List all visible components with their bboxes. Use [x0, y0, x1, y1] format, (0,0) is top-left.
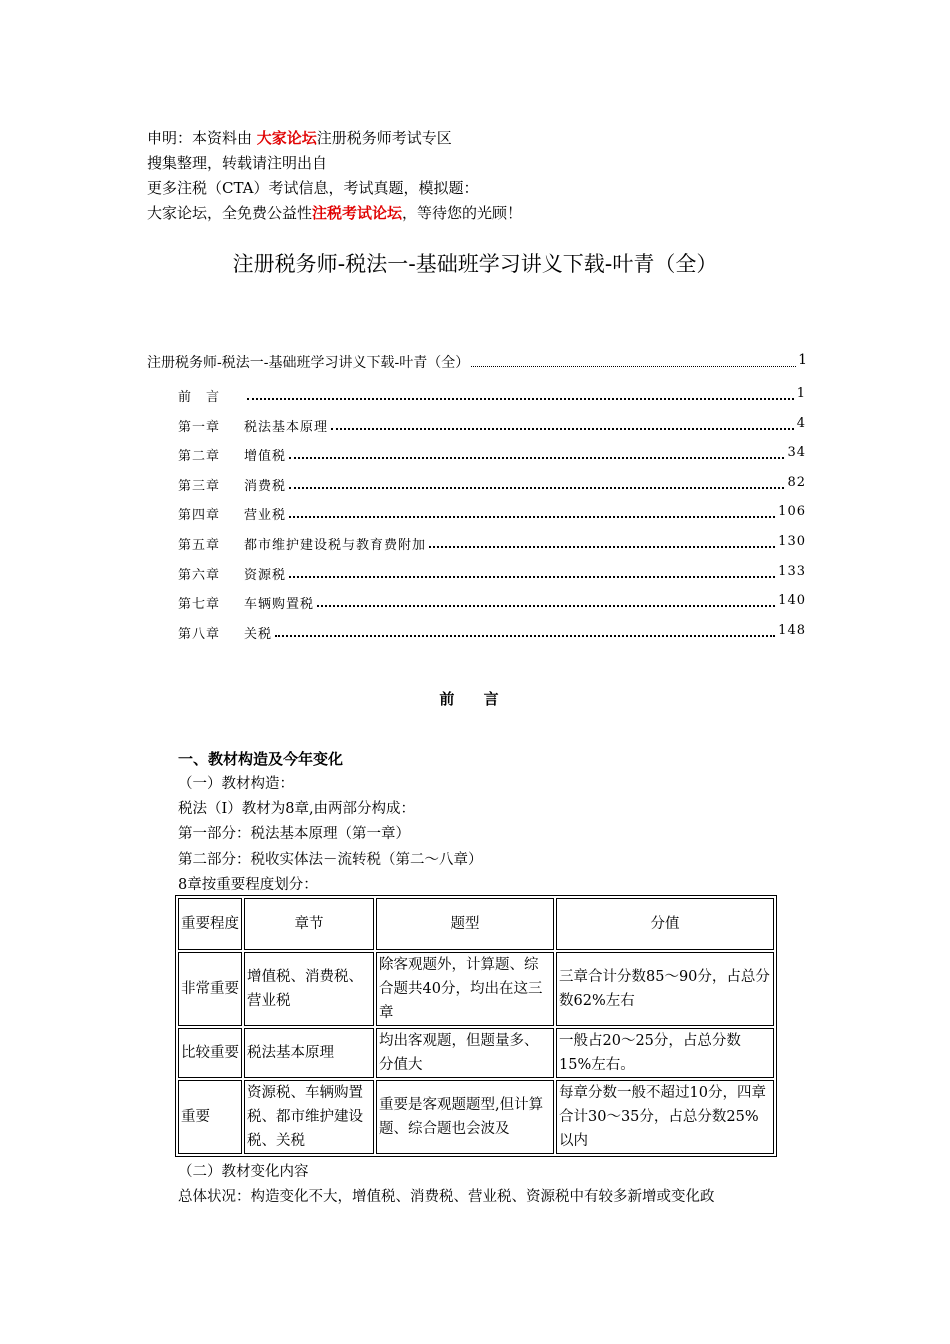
header-cell: 重要程度: [178, 898, 242, 950]
notice-line-4: 大家论坛，全免费公益性注税考试论坛，等待您的光顾！: [147, 204, 523, 222]
table-cell: 增值税、消费税、营业税: [244, 952, 374, 1026]
text-line: 第二部分：税收实体法－流转税（第二～八章）: [178, 852, 483, 868]
forum-link[interactable]: 大家论坛: [256, 129, 317, 147]
table-row: [178, 952, 774, 1026]
toc-chapter-number: 第八章: [178, 626, 221, 642]
toc-entry[interactable]: [178, 593, 806, 612]
toc-chapter-number: 第六章: [178, 567, 221, 583]
header-cell: 题型: [376, 898, 554, 950]
source-notice: [147, 126, 522, 226]
toc-chapter-number: 第二章: [178, 449, 221, 465]
toc-chapter-title: 资源税: [244, 567, 287, 583]
toc-chapter-number: 前 言: [178, 390, 221, 405]
table-cell: 每章分数一般不超过10分，四章合计30～35分，占总分数25%以内: [556, 1080, 774, 1154]
table-row: [178, 1080, 774, 1154]
toc-entry[interactable]: [178, 534, 806, 553]
toc-entry[interactable]: [178, 564, 806, 583]
toc-leader: [289, 564, 775, 578]
toc-leader: [331, 416, 794, 430]
toc-chapter-title: 增值税: [244, 449, 287, 465]
toc-leader: [471, 352, 796, 367]
toc-chapter-number: 第七章: [178, 597, 221, 613]
table-cell: 非常重要: [178, 952, 242, 1026]
toc-leader: [247, 386, 794, 400]
table-cell: 一般占20～25分，占总分数15%左右。: [556, 1028, 774, 1078]
text-line: 总体状况：构造变化不大，增值税、消费税、营业税、资源税中有较多新增或变化政: [178, 1189, 715, 1205]
toc-leader: [317, 593, 775, 607]
toc-page-number: 1: [796, 386, 806, 401]
table-cell: 重要是客观题题型,但计算题、综合题也会波及: [376, 1080, 554, 1154]
toc-chapter-title: 都市维护建设税与教育费附加: [244, 538, 427, 553]
toc-chapter-title: 车辆购置税: [244, 597, 315, 613]
toc-page-number: 133: [778, 563, 806, 579]
toc-entry[interactable]: [178, 623, 806, 642]
toc-page-number: 106: [778, 504, 806, 520]
toc-chapter-number: 第四章: [178, 508, 221, 524]
toc-chapter-title: 消费税: [244, 478, 287, 494]
importance-table: [175, 895, 777, 1157]
toc-entry[interactable]: [178, 504, 806, 523]
toc-page-number: 4: [796, 415, 806, 431]
toc-entry[interactable]: [178, 475, 806, 494]
section-heading-1: 一、教材构造及今年变化: [178, 750, 344, 768]
toc-page-number: 148: [778, 622, 806, 638]
notice-line-1: 申明：本资料由 大家论坛注册税务师考试专区: [147, 129, 452, 147]
table-cell: 重要: [178, 1080, 242, 1154]
preface-heading: 前 言: [439, 690, 511, 708]
table-row: [178, 1028, 774, 1078]
toc-chapter-number: 第三章: [178, 478, 221, 494]
table-cell: 税法基本原理: [244, 1028, 374, 1078]
toc-chapter-title: 税法基本原理: [244, 419, 329, 435]
text-line: 8章按重要程度划分：: [178, 877, 318, 893]
text-line: 第一部分：税法基本原理（第一章）: [178, 826, 410, 842]
text-line: （一）教材构造：: [178, 776, 294, 792]
document-title: 注册税务师-税法一-基础班学习讲义下载-叶青（全）: [232, 252, 718, 276]
table-cell: 均出客观题，但题量多、分值大: [376, 1028, 554, 1078]
toc-page-number: 130: [778, 534, 806, 549]
toc-page-number: 140: [778, 593, 806, 609]
toc-main-page: 1: [798, 352, 807, 368]
toc-page-number: 82: [787, 474, 806, 490]
table-header-row: [178, 898, 774, 950]
toc-main-entry[interactable]: [147, 352, 807, 372]
notice-line-3: 更多注税（CTA）考试信息，考试真题，模拟题：: [147, 179, 479, 197]
toc-leader: [429, 534, 775, 548]
toc-leader: [289, 475, 784, 489]
table-cell: 三章合计分数85～90分，占总分数62%左右: [556, 952, 774, 1026]
text-line: 税法（Ⅰ）教材为8章,由两部分构成：: [178, 801, 416, 817]
toc-chapter-number: 第一章: [178, 419, 221, 435]
toc-page-number: 34: [787, 445, 806, 461]
toc-entry[interactable]: [178, 386, 806, 405]
table-cell: 除客观题外，计算题、综合题共40分，均出在这三章: [376, 952, 554, 1026]
notice-line-2: 搜集整理，转载请注明出自: [147, 154, 328, 172]
toc-entry[interactable]: [178, 416, 806, 435]
table-cell: 资源税、车辆购置税、都市维护建设税、关税: [244, 1080, 374, 1154]
toc-leader: [289, 504, 775, 518]
toc-entry[interactable]: [178, 445, 806, 464]
text-line: （二）教材变化内容: [178, 1164, 309, 1180]
header-cell: 章节: [244, 898, 374, 950]
toc-chapter-title: 营业税: [244, 508, 287, 524]
header-cell: 分值: [556, 898, 774, 950]
toc-main-label: 注册税务师-税法一-基础班学习讲义下载-叶青（全）: [147, 355, 470, 371]
tax-forum-link[interactable]: 注税考试论坛: [312, 204, 403, 222]
toc-chapter-title: 关税: [244, 626, 273, 642]
toc-leader: [289, 445, 784, 459]
table-cell: 比较重要: [178, 1028, 242, 1078]
toc-chapter-number: 第五章: [178, 538, 221, 553]
toc-leader: [275, 623, 775, 637]
